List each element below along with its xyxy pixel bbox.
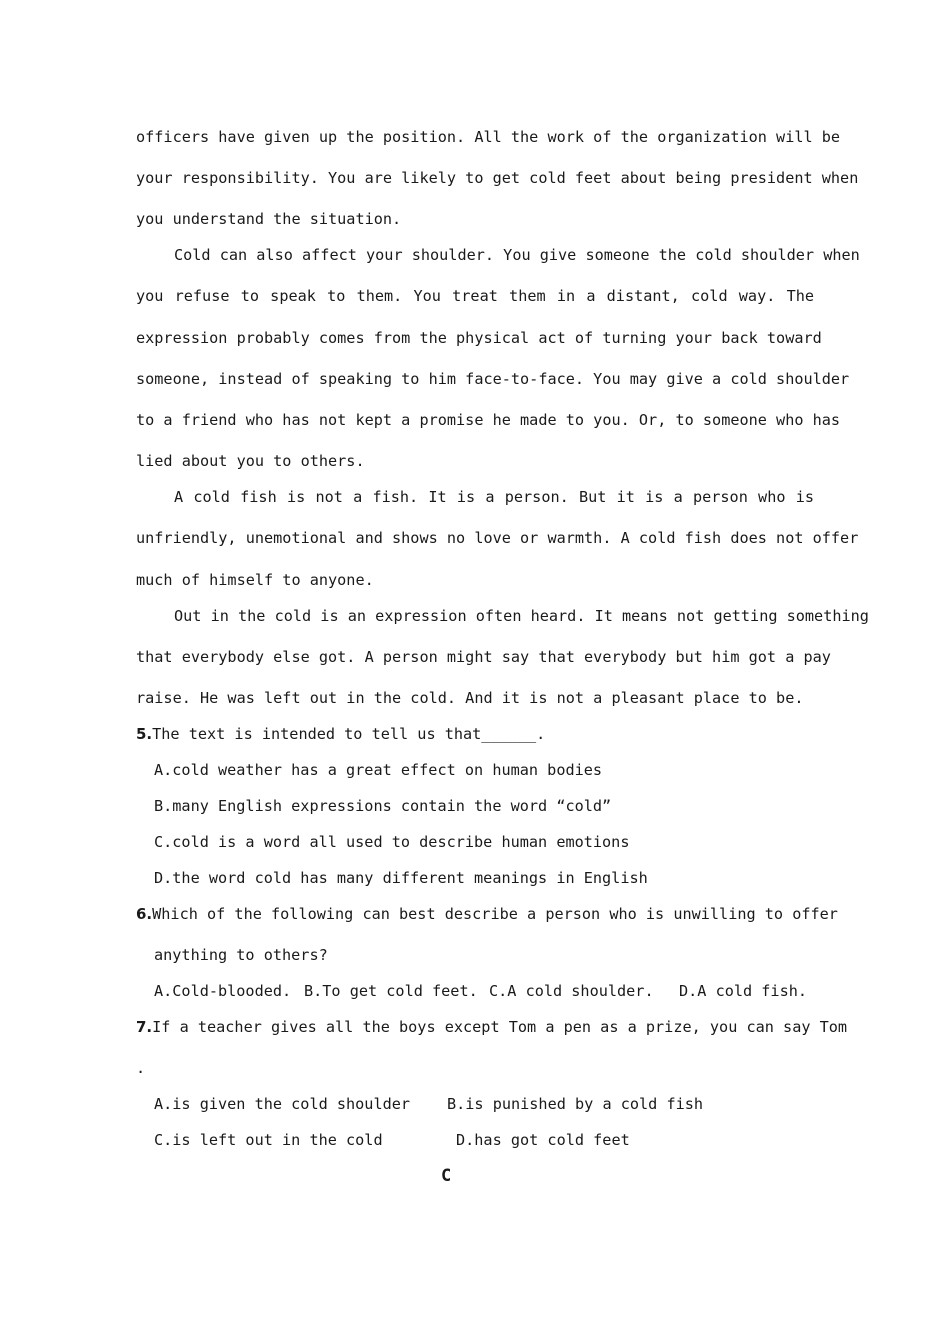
question-5-option-d[interactable]: D.the word cold has many different meanings in English <box>154 869 648 887</box>
question-6-option-c[interactable]: C.A cold shoulder. <box>489 982 654 1000</box>
passage-line: someone, instead of speaking to him face-to-face. You may give a cold shoulder <box>136 370 850 388</box>
question-5-option-a[interactable]: A.cold weather has a great effect on human bodies <box>154 761 603 779</box>
passage-line: Out in the cold is an expression often heard. It means not getting something <box>174 607 869 625</box>
question-6-option-a[interactable]: A.Cold-blooded. <box>154 982 292 1000</box>
section-heading: C <box>441 1166 452 1186</box>
question-text: If a teacher gives all the boys except Tom a pen as a prize, you can say Tom <box>152 1018 848 1036</box>
question-5-option-b[interactable]: B.many English expressions contain the word “cold” <box>154 797 612 815</box>
passage-line: expression probably comes from the physical act of turning your back toward <box>136 329 822 347</box>
question-7-stem <box>136 1017 848 1037</box>
question-7-stem-continued: . <box>136 1059 146 1077</box>
passage-line: raise. He was left out in the cold. And it is not a pleasant place to be. <box>136 689 804 707</box>
question-7-option-a[interactable]: A.is given the cold shoulder <box>154 1095 411 1113</box>
question-7-option-d[interactable]: D.has got cold feet <box>456 1131 630 1149</box>
question-7-option-b[interactable]: B.is punished by a cold fish <box>447 1095 704 1113</box>
question-6-stem <box>136 904 838 924</box>
question-5-stem <box>136 724 814 744</box>
passage-line: much of himself to anyone. <box>136 571 374 589</box>
question-5-option-c[interactable]: C.cold is a word all used to describe human emotions <box>154 833 630 851</box>
passage-line: that everybody else got. A person might say that everybody but him got a pay <box>136 648 831 666</box>
question-number: 6. <box>136 905 153 923</box>
question-6-stem-continued: anything to others? <box>154 946 328 964</box>
question-7-option-c[interactable]: C.is left out in the cold <box>154 1131 383 1149</box>
passage-line: to a friend who has not kept a promise he made to you. Or, to someone who has <box>136 411 841 429</box>
passage-line: lied about you to others. <box>136 452 365 470</box>
question-text: The text is intended to tell us that______. <box>152 725 546 743</box>
passage-line: your responsibility. You are likely to get cold feet about being president when <box>136 169 859 187</box>
passage-line: you understand the situation. <box>136 210 402 228</box>
passage-line: you refuse to speak to them. You treat them in a distant, cold way. The <box>136 287 814 305</box>
passage-line: officers have given up the position. All the work of the organization will be <box>136 128 841 146</box>
question-text: Which of the following can best describe a person who is unwilling to offer <box>152 905 838 923</box>
question-number: 7. <box>136 1018 153 1036</box>
question-6-option-d[interactable]: D.A cold fish. <box>679 982 808 1000</box>
passage-line: unfriendly, unemotional and shows no love or warmth. A cold fish does not offer <box>136 529 859 547</box>
question-number: 5. <box>136 725 153 743</box>
passage-line: A cold fish is not a fish. It is a person. But it is a person who is <box>174 488 814 506</box>
passage-line: Cold can also affect your shoulder. You give someone the cold shoulder when <box>174 246 860 264</box>
question-6-option-b[interactable]: B.To get cold feet. <box>304 982 478 1000</box>
